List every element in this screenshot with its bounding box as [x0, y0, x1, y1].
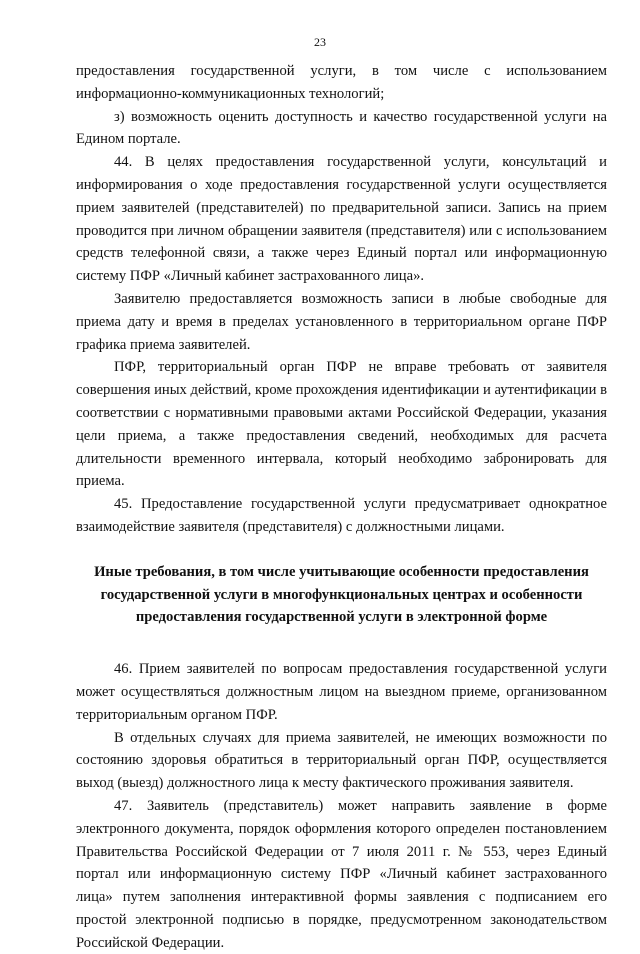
paragraph-45: 45. Предоставление государственной услуги предусматривает однократное взаимодействие заявителя (представителя) с должностными лицами. — [76, 496, 607, 535]
page-number: 23 — [314, 35, 326, 49]
paragraph-44: 44. В целях предоставления государственной услуги, консультаций и информирования о ходе предоставления государственной услуги осуществляется прием заявителей (представителей) по предварительной записи. Запись на прием проводится при личном обращении заявителя (представителя) или с использованием средств телефонной связи, а также через Единый портал или информационную систему ПФР «Личный кабинет застрахованного лица». — [76, 154, 607, 285]
paragraph-46: 46. Прием заявителей по вопросам предоставления государственной услуги может осуществляться должностным лицом на выездном приеме, организованном территориальным органом ПФР. — [76, 661, 607, 723]
paragraph-appointment-slots: Заявителю предоставляется возможность записи в любые свободные для приема дату и время в пределах установленного в территориальном органе ПФР графика приема заявителей. — [76, 290, 607, 353]
paragraph-47: 47. Заявитель (представитель) может направить заявление в форме электронного документа, порядок оформления которого определен постановлением Правительства Российской Федерации от 7 июля 2011 г. № 553, через Единый портал или информационную систему ПФР «Личный кабинет застрахованного лица» путем заполнения интерактивной формы заявления с подписанием его простой электронной подписью в порядке, предусмотренном законодательством Российской Федерации. — [76, 797, 607, 951]
paragraph-home-visit: В отдельных случаях для приема заявителей, не имеющих возможности по состоянию здоровья обратиться в территориальный орган ПФР, осуществляется выход (выезд) должностного лица к месту фактического проживания заявителя. — [76, 729, 607, 792]
section-heading: Иные требования, в том числе учитывающие особенности предоставления государственной услуги в многофункциональных центрах и особенности предоставления государственной услуги в электронной форме — [94, 563, 589, 626]
paragraph-continuation: предоставления государственной услуги, в том числе с использованием информационно-коммуникационных технологий; — [76, 63, 607, 102]
paragraph-item-z: з) возможность оценить доступность и качество государственной услуги на Едином портале. — [76, 108, 607, 148]
paragraph-pfr-restrictions: ПФР, территориальный орган ПФР не вправе требовать от заявителя совершения иных действий, кроме прохождения идентификации и аутентификации в соответствии с нормативными правовыми актами Российской Федерации, указания цели приема, а также предоставления сведений, необходимых для расчета длительности временного интервала, который необходимо забронировать для приема. — [76, 359, 607, 490]
document-body — [76, 60, 607, 954]
